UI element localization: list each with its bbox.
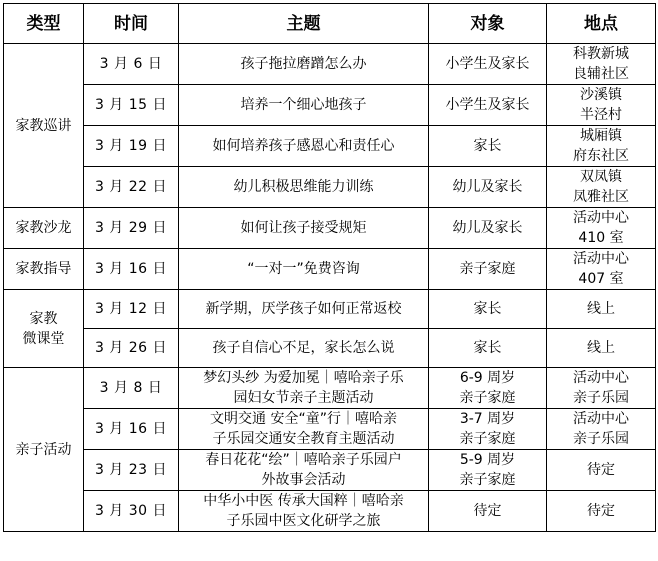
topic-cell: “一对一”免费咨询: [179, 249, 429, 290]
date-cell: 3 月 6 日: [84, 44, 179, 85]
location-cell: 活动中心 亲子乐园: [547, 409, 656, 450]
audience-cell: 待定: [429, 491, 547, 532]
topic-cell: 孩子自信心不足，家长怎么说: [179, 329, 429, 368]
location-cell: 城厢镇 府东社区: [547, 126, 656, 167]
location-cell: 沙溪镇 半泾村: [547, 85, 656, 126]
date-cell: 3 月 19 日: [84, 126, 179, 167]
audience-cell: 家长: [429, 329, 547, 368]
date-cell: 3 月 15 日: [84, 85, 179, 126]
date-cell: 3 月 22 日: [84, 167, 179, 208]
location-cell: 双凤镇 凤雅社区: [547, 167, 656, 208]
table-row: [4, 249, 656, 290]
header-type: 类型: [4, 4, 84, 44]
table-row: [4, 208, 656, 249]
location-cell: 待定: [547, 450, 656, 491]
date-cell: 3 月 12 日: [84, 290, 179, 329]
topic-cell: 春日花花“绘”｜嘻哈亲子乐园户 外故事会活动: [179, 450, 429, 491]
topic-cell: 如何培养孩子感恩心和责任心: [179, 126, 429, 167]
topic-cell: 新学期，厌学孩子如何正常返校: [179, 290, 429, 329]
location-cell: 待定: [547, 491, 656, 532]
table-row: [4, 368, 656, 409]
category-cell: 家教巡讲: [4, 44, 84, 208]
topic-cell: 孩子拖拉磨蹭怎么办: [179, 44, 429, 85]
topic-cell: 培养一个细心地孩子: [179, 85, 429, 126]
topic-cell: 如何让孩子接受规矩: [179, 208, 429, 249]
table-row: [4, 126, 656, 167]
header-audience: 对象: [429, 4, 547, 44]
table-row: [4, 450, 656, 491]
date-cell: 3 月 16 日: [84, 249, 179, 290]
audience-cell: 小学生及家长: [429, 44, 547, 85]
table-row: [4, 329, 656, 368]
table-row: [4, 85, 656, 126]
table-row: [4, 290, 656, 329]
date-cell: 3 月 23 日: [84, 450, 179, 491]
topic-cell: 幼儿积极思维能力训练: [179, 167, 429, 208]
date-cell: 3 月 8 日: [84, 368, 179, 409]
header-time: 时间: [84, 4, 179, 44]
date-cell: 3 月 16 日: [84, 409, 179, 450]
topic-cell: 梦幻头纱 为爱加冕｜嘻哈亲子乐 园妇女节亲子主题活动: [179, 368, 429, 409]
audience-cell: 5-9 周岁 亲子家庭: [429, 450, 547, 491]
table-row: [4, 167, 656, 208]
audience-cell: 亲子家庭: [429, 249, 547, 290]
topic-cell: 中华小中医 传承大国粹｜嘻哈亲 子乐园中医文化研学之旅: [179, 491, 429, 532]
location-cell: 活动中心 亲子乐园: [547, 368, 656, 409]
date-cell: 3 月 29 日: [84, 208, 179, 249]
table-row: [4, 491, 656, 532]
date-cell: 3 月 30 日: [84, 491, 179, 532]
audience-cell: 幼儿及家长: [429, 208, 547, 249]
location-cell: 科教新城 良辅社区: [547, 44, 656, 85]
category-cell: 家教 微课堂: [4, 290, 84, 368]
category-cell: 亲子活动: [4, 368, 84, 532]
header-location: 地点: [547, 4, 656, 44]
location-cell: 活动中心 410 室: [547, 208, 656, 249]
table-row: [4, 44, 656, 85]
header-row: [4, 4, 656, 44]
category-cell: 家教指导: [4, 249, 84, 290]
date-cell: 3 月 26 日: [84, 329, 179, 368]
audience-cell: 3-7 周岁 亲子家庭: [429, 409, 547, 450]
schedule-table: [3, 3, 656, 532]
audience-cell: 小学生及家长: [429, 85, 547, 126]
location-cell: 活动中心 407 室: [547, 249, 656, 290]
table-row: [4, 409, 656, 450]
topic-cell: 文明交通 安全“童”行｜嘻哈亲 子乐园交通安全教育主题活动: [179, 409, 429, 450]
location-cell: 线上: [547, 329, 656, 368]
audience-cell: 家长: [429, 126, 547, 167]
header-topic: 主题: [179, 4, 429, 44]
category-cell: 家教沙龙: [4, 208, 84, 249]
location-cell: 线上: [547, 290, 656, 329]
audience-cell: 6-9 周岁 亲子家庭: [429, 368, 547, 409]
audience-cell: 家长: [429, 290, 547, 329]
audience-cell: 幼儿及家长: [429, 167, 547, 208]
